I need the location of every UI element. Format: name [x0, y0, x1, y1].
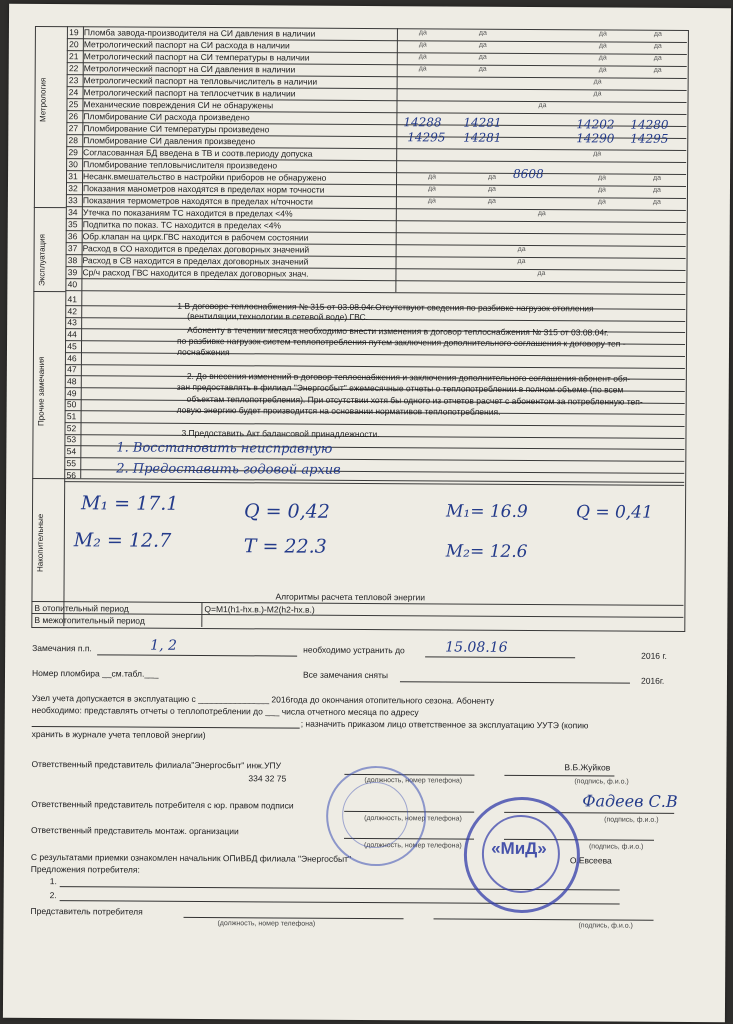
row-label: Метрологический паспорт на тепловычислитель в наличии — [83, 75, 318, 87]
algo-formula: Q=M1(h1-hx.в.)-M2(h2-hx.в.) — [204, 604, 315, 615]
row-number: 27 — [68, 123, 79, 134]
da-mark: да — [517, 245, 526, 253]
accum-q-b: Q = 0,41 — [575, 502, 653, 523]
da-mark: да — [598, 66, 607, 74]
accum-m2-b: M₂= 12.6 — [445, 541, 528, 562]
remark-1c: Абоненту в течении месяца необходимо внести изменения в договор теплоснабжения № 315 от 03.08.04г. — [187, 324, 609, 338]
section-other-remarks: Прочие замечания — [36, 356, 46, 427]
proposals-label: Предложения потребителя: — [30, 863, 140, 875]
caption-phone-4: (должность, номер телефона) — [217, 920, 316, 928]
da-mark: да — [418, 53, 427, 61]
da-mark: да — [488, 173, 497, 181]
row-label: Метрологический паспорт на СИ давления в наличии — [83, 63, 296, 75]
row-number: 36 — [67, 231, 78, 242]
row-number: 35 — [67, 219, 78, 230]
da-mark: да — [593, 78, 602, 86]
accum-q-a: Q = 0,42 — [243, 500, 330, 523]
fix-date-line — [425, 656, 575, 658]
row-number: 22 — [68, 63, 79, 74]
da-mark: да — [487, 197, 496, 205]
admit-para-4: хранить в журнале учета тепловой энергии) — [31, 728, 206, 741]
row-label: Утечка по показаниям ТС находится в пределах <4% — [82, 207, 293, 219]
row-label: Метрологический паспорт на СИ температуры в наличии — [83, 51, 310, 63]
ack-name: О.Евсеева — [569, 855, 612, 866]
consumer-representative: Представитель потребителя — [30, 905, 143, 917]
row-label: Пломбирование СИ давления произведено — [83, 135, 256, 147]
da-mark: да — [598, 30, 607, 38]
row-label: Ср/ч расход ГВС находится в пределах договорных знач. — [82, 267, 309, 279]
sign-line-2 — [504, 775, 614, 777]
da-mark: да — [478, 65, 487, 73]
proposal-2: 2. — [49, 890, 57, 901]
remark-2b: зан предоставлять в филиал "Энергосбыт" ежемесячные отчеты о теплопотреблении в полном объеме (по всем — [176, 381, 624, 395]
da-mark: да — [653, 174, 662, 182]
row-number: 23 — [68, 75, 79, 86]
row-number: 25 — [68, 99, 79, 110]
remark-number: 49 — [66, 387, 77, 398]
row-label: Расход в СО находится в пределах договорных значений — [82, 243, 310, 255]
energosbyt-stamp-inner — [342, 782, 408, 848]
row-label: Метрологический паспорт на теплосчетчик в наличии — [83, 87, 296, 99]
remark-number: 44 — [67, 329, 77, 340]
da-mark: да — [598, 174, 607, 182]
row-label: Пломбирование СИ температуры произведено — [83, 123, 270, 135]
row-label: Механические повреждения СИ не обнаружены — [83, 99, 274, 111]
da-mark: да — [652, 186, 661, 194]
remark-number: 41 — [67, 294, 78, 305]
remarks-pp-label: Замечания п.п. — [32, 642, 92, 654]
da-mark: да — [653, 54, 662, 62]
row-label: Подпитка по показ. ТС находится в пределах <4% — [82, 219, 282, 231]
accum-m1-a: M₁ = 17.1 — [80, 492, 179, 515]
remark-1a: 1 В договоре теплоснабжения № 315 от 03.08.04г.Отсутствуют сведения по разбивке нагрузок отопления — [177, 300, 594, 314]
consumer-signature: Фадеев С.В — [582, 791, 678, 811]
row-label: Метрологический паспорт на СИ расхода в наличии — [83, 39, 290, 51]
row-number: 20 — [69, 39, 79, 50]
da-mark: да — [517, 257, 526, 265]
section-line — [34, 207, 66, 208]
all-removed-label: Все замечания сняты — [302, 669, 389, 681]
caption-sign-2: (подпись, ф.и.о.) — [604, 816, 659, 824]
energosbyt-phone: 334 32 75 — [248, 773, 287, 784]
da-mark: да — [478, 53, 487, 61]
company-stamp-text: «МиД» — [491, 838, 547, 859]
row-number: 29 — [68, 147, 78, 158]
caption-sign-4: (подпись, ф.и.о.) — [578, 922, 633, 930]
seal-27-2: 14281 — [463, 130, 502, 145]
caption-sign-3: (подпись, ф.и.о.) — [588, 843, 644, 851]
remark-number: 52 — [66, 422, 77, 433]
row-number: 37 — [67, 243, 78, 254]
row-label: Обр.клапан на цирк.ГВС находится в рабочем состоянии — [82, 231, 309, 243]
row-label: Пломба завода-производителя на СИ давления в наличии — [83, 27, 316, 39]
row-label: Расход в СВ находится в пределах договорных значений — [82, 255, 309, 267]
row-label: Пломбирование СИ расхода произведено — [83, 111, 250, 123]
da-mark: да — [428, 173, 437, 181]
seal-26-4: 14280 — [630, 117, 669, 132]
seal-26-1: 14288 — [403, 115, 442, 130]
seal-27-3: 14290 — [576, 131, 615, 146]
remark-hand-56: 2. Предоставить годовой архив — [116, 461, 341, 478]
remarks-pp-line — [97, 654, 297, 656]
da-mark: да — [537, 270, 546, 278]
seal-27-1: 14295 — [407, 130, 446, 145]
remark-1e: лоснабжения — [176, 346, 230, 358]
section-accumulative: Накопительные — [35, 513, 45, 573]
year-2: 2016г. — [640, 675, 665, 686]
remark-number: 45 — [67, 340, 77, 352]
remark-number: 43 — [67, 317, 77, 328]
da-mark: да — [427, 197, 436, 205]
da-mark: да — [418, 29, 427, 37]
must-fix-label: необходимо устранить до — [303, 644, 405, 656]
row-number: 26 — [68, 111, 79, 122]
remark-3: 3.Предоставить Акт балансовой принадлежности. — [181, 427, 380, 440]
remarks-pp-value: 1, 2 — [150, 637, 177, 654]
caption-phone-3: (должность, номер телефона) — [363, 841, 462, 850]
da-mark: да — [653, 42, 662, 50]
row-number: 31 — [68, 171, 78, 182]
algo-heating-label: В отопительный период — [34, 602, 129, 614]
section-exploitation: Эксплуатация — [37, 234, 47, 287]
accum-m2-a: M₂ = 12.7 — [73, 529, 172, 552]
remark-number: 46 — [67, 352, 77, 363]
consumer-rep: Ответственный представитель потребителя с юр. правом подписи — [31, 798, 294, 811]
seal-26-3: 14202 — [576, 117, 615, 132]
da-mark: да — [538, 102, 547, 110]
row-number: 24 — [68, 87, 79, 98]
seal-30: 8608 — [513, 166, 544, 182]
da-mark: да — [478, 29, 487, 37]
row-label: Показания манометров находятся в пределах норм точности — [82, 183, 325, 195]
caption-phone-2: (должность, номер телефона) — [364, 814, 462, 823]
algorithms-title: Алгоритмы расчета тепловой энергии — [275, 591, 426, 603]
remark-number: 48 — [67, 376, 77, 387]
da-mark: да — [537, 210, 546, 218]
remark-hand-54: 1. Восстановить неисправную — [116, 440, 333, 457]
row-label: Согласованная БД введена в ТВ и соотв.периоду допуска — [83, 147, 313, 159]
admit-para-1: Узел учета допускается в эксплуатацию с _______________ 2016года до окончания отопительного сезона. Абоненту — [31, 692, 495, 706]
remark-number: 55 — [66, 457, 77, 469]
caption-sign-1: (подпись, ф.и.о.) — [574, 778, 629, 786]
da-mark: да — [597, 186, 606, 194]
accum-t-a: T = 22.3 — [243, 535, 327, 558]
row-label: Показания термометров находятся в пределах н/точности — [82, 195, 313, 207]
address-line — [32, 726, 300, 729]
row-label: Пломбирование тепловычислителя произведено — [83, 159, 278, 171]
row-number: 19 — [69, 27, 79, 38]
da-mark: да — [652, 198, 661, 206]
proposal-1: 1. — [49, 876, 57, 887]
row-number: 40 — [67, 279, 78, 290]
all-removed-line — [400, 681, 630, 683]
remark-2c: объектам теплопотребления). При отсутствии хотя бы одного из отчетов расчет с абонентом за потребленную теп- — [186, 393, 643, 407]
remark-number: 47 — [67, 364, 77, 375]
da-mark: да — [598, 54, 607, 62]
da-mark: да — [653, 30, 662, 38]
remark-1d: по разбивке нагрузок систем теплопотребления путем заключения дополнительного соглашения к договору теп - — [177, 335, 626, 349]
admit-para-2: необходимо: представлять отчеты о теплопотреблении до ___ числа отчетного месяца по адресу — [31, 704, 419, 718]
sign-line-8 — [434, 918, 654, 920]
section-line — [33, 291, 65, 292]
da-mark: да — [593, 90, 602, 98]
caption-phone-1: (должность, номер телефона) — [364, 776, 463, 785]
algo-divider — [201, 602, 202, 627]
acknowledgement: С результатами приемки ознакомлен начальник ОПиВБД филиала "Энергосбыт" — [30, 851, 352, 864]
da-mark: да — [427, 185, 436, 193]
remark-number: 53 — [66, 434, 77, 445]
da-mark: да — [653, 66, 662, 74]
section-metrology: Метрология — [38, 77, 48, 123]
da-mark: да — [418, 65, 427, 73]
seal-27-4: 14295 — [630, 131, 669, 146]
row-number: 30 — [68, 159, 78, 170]
remark-2d: ловую энергию будет производится на основании нормативов теплопотребления. — [176, 404, 501, 417]
remark-1b: (вентиляции,технологии в сетевой воде) ГВС. — [187, 310, 369, 323]
document-page — [3, 4, 731, 1022]
row-number: 34 — [68, 207, 78, 218]
energosbyt-name: В.Б.Жуйков — [564, 762, 611, 773]
row-number: 32 — [68, 183, 78, 194]
accum-m1-b: M₁= 16.9 — [445, 501, 528, 522]
da-mark: да — [418, 41, 427, 49]
row-number: 39 — [67, 267, 78, 278]
remark-number: 56 — [66, 469, 76, 480]
seal-26-2: 14281 — [463, 115, 502, 130]
da-mark: да — [478, 41, 487, 49]
da-mark: да — [598, 42, 607, 50]
energosbyt-rep: Ответственный представитель филиала"Энергосбыт" инж.УПУ — [31, 758, 282, 771]
install-rep: Ответственный представитель монтаж. организации — [31, 824, 239, 837]
da-mark: да — [487, 185, 496, 193]
remark-number: 50 — [66, 399, 77, 410]
remark-number: 54 — [66, 446, 77, 457]
row-label: Несанк.вмешательство в настройки приборов не обнаружено — [83, 171, 327, 183]
year-1: 2016 г. — [641, 650, 667, 661]
remark-2a: 2. До внесения изменений в договор теплоснабжения и заключения дополнительного соглашения абонент обя- — [186, 370, 631, 384]
algo-offseason-label: В межотопительный период — [34, 614, 145, 626]
admit-para-3: ; назначить приказом лицо ответственное за эксплуатацию УУТЭ (копию — [300, 718, 589, 731]
da-mark: да — [593, 150, 602, 158]
row-number: 38 — [67, 255, 78, 266]
da-mark: да — [597, 198, 606, 206]
remark-number: 42 — [67, 305, 77, 316]
row-number: 33 — [68, 195, 78, 206]
remark-number: 51 — [66, 411, 77, 422]
seal-number: Номер пломбира __см.табл.___ — [31, 667, 159, 679]
row-number: 21 — [69, 51, 79, 62]
fix-date: 15.08.16 — [445, 639, 508, 656]
row-number: 28 — [68, 135, 79, 146]
